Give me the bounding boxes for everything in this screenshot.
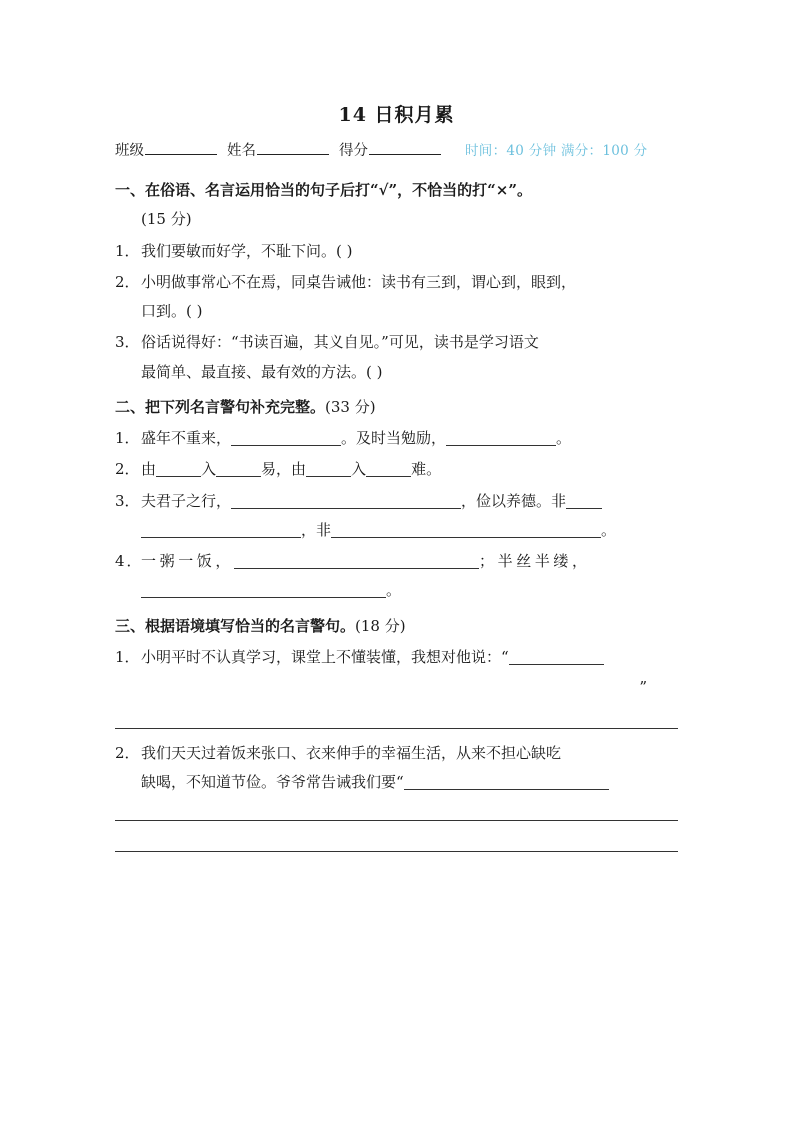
answer-blank[interactable]: [366, 461, 411, 477]
question-1-2: [115, 268, 678, 327]
question-2-2: [115, 455, 678, 484]
name-label: 姓名: [227, 143, 256, 159]
question-text: 夫君子之行，: [141, 491, 232, 510]
question-text: 。及时当勉励，: [341, 429, 447, 447]
question-text-cont: 缺喝，不知道节俭。爷爷常告诫我们要“: [141, 773, 404, 792]
answer-blank[interactable]: [234, 553, 479, 569]
name-blank-input[interactable]: [257, 140, 329, 155]
question-2-4: [115, 547, 678, 606]
class-label: 班级: [115, 143, 144, 159]
question-number: 3．: [115, 491, 140, 510]
question-text: ；半丝半缕，: [479, 552, 591, 570]
closing-quote: ”: [639, 678, 647, 696]
student-info-row: [115, 139, 678, 160]
question-number: 1．: [115, 241, 140, 260]
question-number: 4．: [115, 552, 144, 570]
question-number: 2．: [115, 744, 140, 762]
question-text: 入: [201, 460, 217, 479]
question-text-cont: 口到。( ): [141, 302, 203, 320]
worksheet-content: [115, 100, 678, 861]
class-blank-input[interactable]: [145, 140, 217, 155]
answer-rule-row: [115, 672, 678, 706]
answer-blank[interactable]: [156, 461, 201, 477]
answer-blank[interactable]: [306, 461, 351, 477]
question-text: 。: [556, 429, 572, 447]
question-text: 。: [601, 520, 617, 539]
question-text: 我们要敏而好学，不耻下问。( ): [141, 241, 353, 260]
class-field: [115, 139, 227, 160]
answer-blank[interactable]: [231, 430, 341, 446]
question-2-3: [115, 487, 678, 546]
question-3-1: [115, 643, 678, 737]
question-text: ，俭以养德。非: [461, 491, 567, 510]
page-title: 14 日积月累: [338, 104, 455, 126]
question-text: 难。: [411, 460, 442, 479]
answer-rule-row: [115, 829, 678, 861]
question-text: 俗话说得好：“书读百遍，其义自见。”可见，读书是学习语文: [141, 333, 539, 352]
question-text: 小明做事常心不在焉，同桌告诫他：读书有三到，谓心到，眼到，: [141, 272, 577, 291]
question-number: 2．: [115, 460, 140, 479]
section-2-points: (33 分): [325, 397, 376, 416]
question-text: 小明平时不认真学习，课堂上不懂装懂，我想对他说：“: [141, 647, 509, 666]
answer-blank[interactable]: [446, 430, 556, 446]
answer-blank[interactable]: [141, 582, 386, 598]
question-text-cont: 最简单、最直接、最有效的方法。( ): [141, 362, 383, 381]
answer-rule-row: [115, 798, 678, 830]
question-number: 3．: [115, 333, 140, 352]
question-text: 一粥一饭，: [141, 552, 235, 570]
section-3-heading-text: 三、根据语境填写恰当的名言警句。: [115, 616, 356, 635]
score-label: 得分: [339, 143, 368, 159]
question-text: 盛年不重来，: [141, 429, 232, 447]
answer-blank[interactable]: [509, 649, 604, 665]
question-number: 1．: [115, 647, 140, 666]
question-text: 。: [386, 581, 402, 600]
question-text: 易，由: [261, 460, 307, 479]
score-blank-input[interactable]: [369, 140, 441, 155]
answer-blank[interactable]: [331, 522, 601, 538]
section-3-heading: [115, 612, 678, 641]
question-number: 1．: [115, 429, 140, 447]
question-text: 入: [351, 460, 367, 479]
question-2-1: [115, 424, 678, 453]
question-text: ，非: [301, 520, 332, 539]
answer-blank[interactable]: [404, 774, 609, 790]
question-3-2: [115, 739, 678, 861]
answer-rule-row: [115, 706, 678, 738]
question-text: 我们天天过着饭来张口、衣来伸手的幸福生活，从来不担心缺吃: [141, 744, 562, 762]
name-field: [227, 139, 339, 160]
question-1-3: [115, 328, 678, 387]
answer-blank[interactable]: [566, 493, 602, 509]
answer-blank[interactable]: [216, 461, 261, 477]
section-2-heading: [115, 393, 678, 422]
question-1-1: [115, 237, 678, 266]
answer-blank[interactable]: [141, 522, 301, 538]
score-field: [339, 139, 451, 160]
answer-blank[interactable]: [115, 836, 678, 852]
section-2-heading-text: 二、把下列名言警句补充完整。: [115, 397, 326, 416]
exam-meta: 时间：40 分钟 满分：100 分: [465, 143, 648, 159]
section-1-heading: 一、在俗语、名言运用恰当的句子后打“√”，不恰当的打“×”。: [115, 181, 532, 199]
answer-blank[interactable]: [231, 493, 461, 509]
answer-blank[interactable]: [115, 713, 678, 729]
answer-blank[interactable]: [115, 805, 678, 821]
section-1-points: (15 分): [141, 210, 192, 229]
section-3-points: (18 分): [355, 616, 406, 635]
question-text: 由: [141, 460, 157, 479]
question-number: 2．: [115, 272, 140, 291]
